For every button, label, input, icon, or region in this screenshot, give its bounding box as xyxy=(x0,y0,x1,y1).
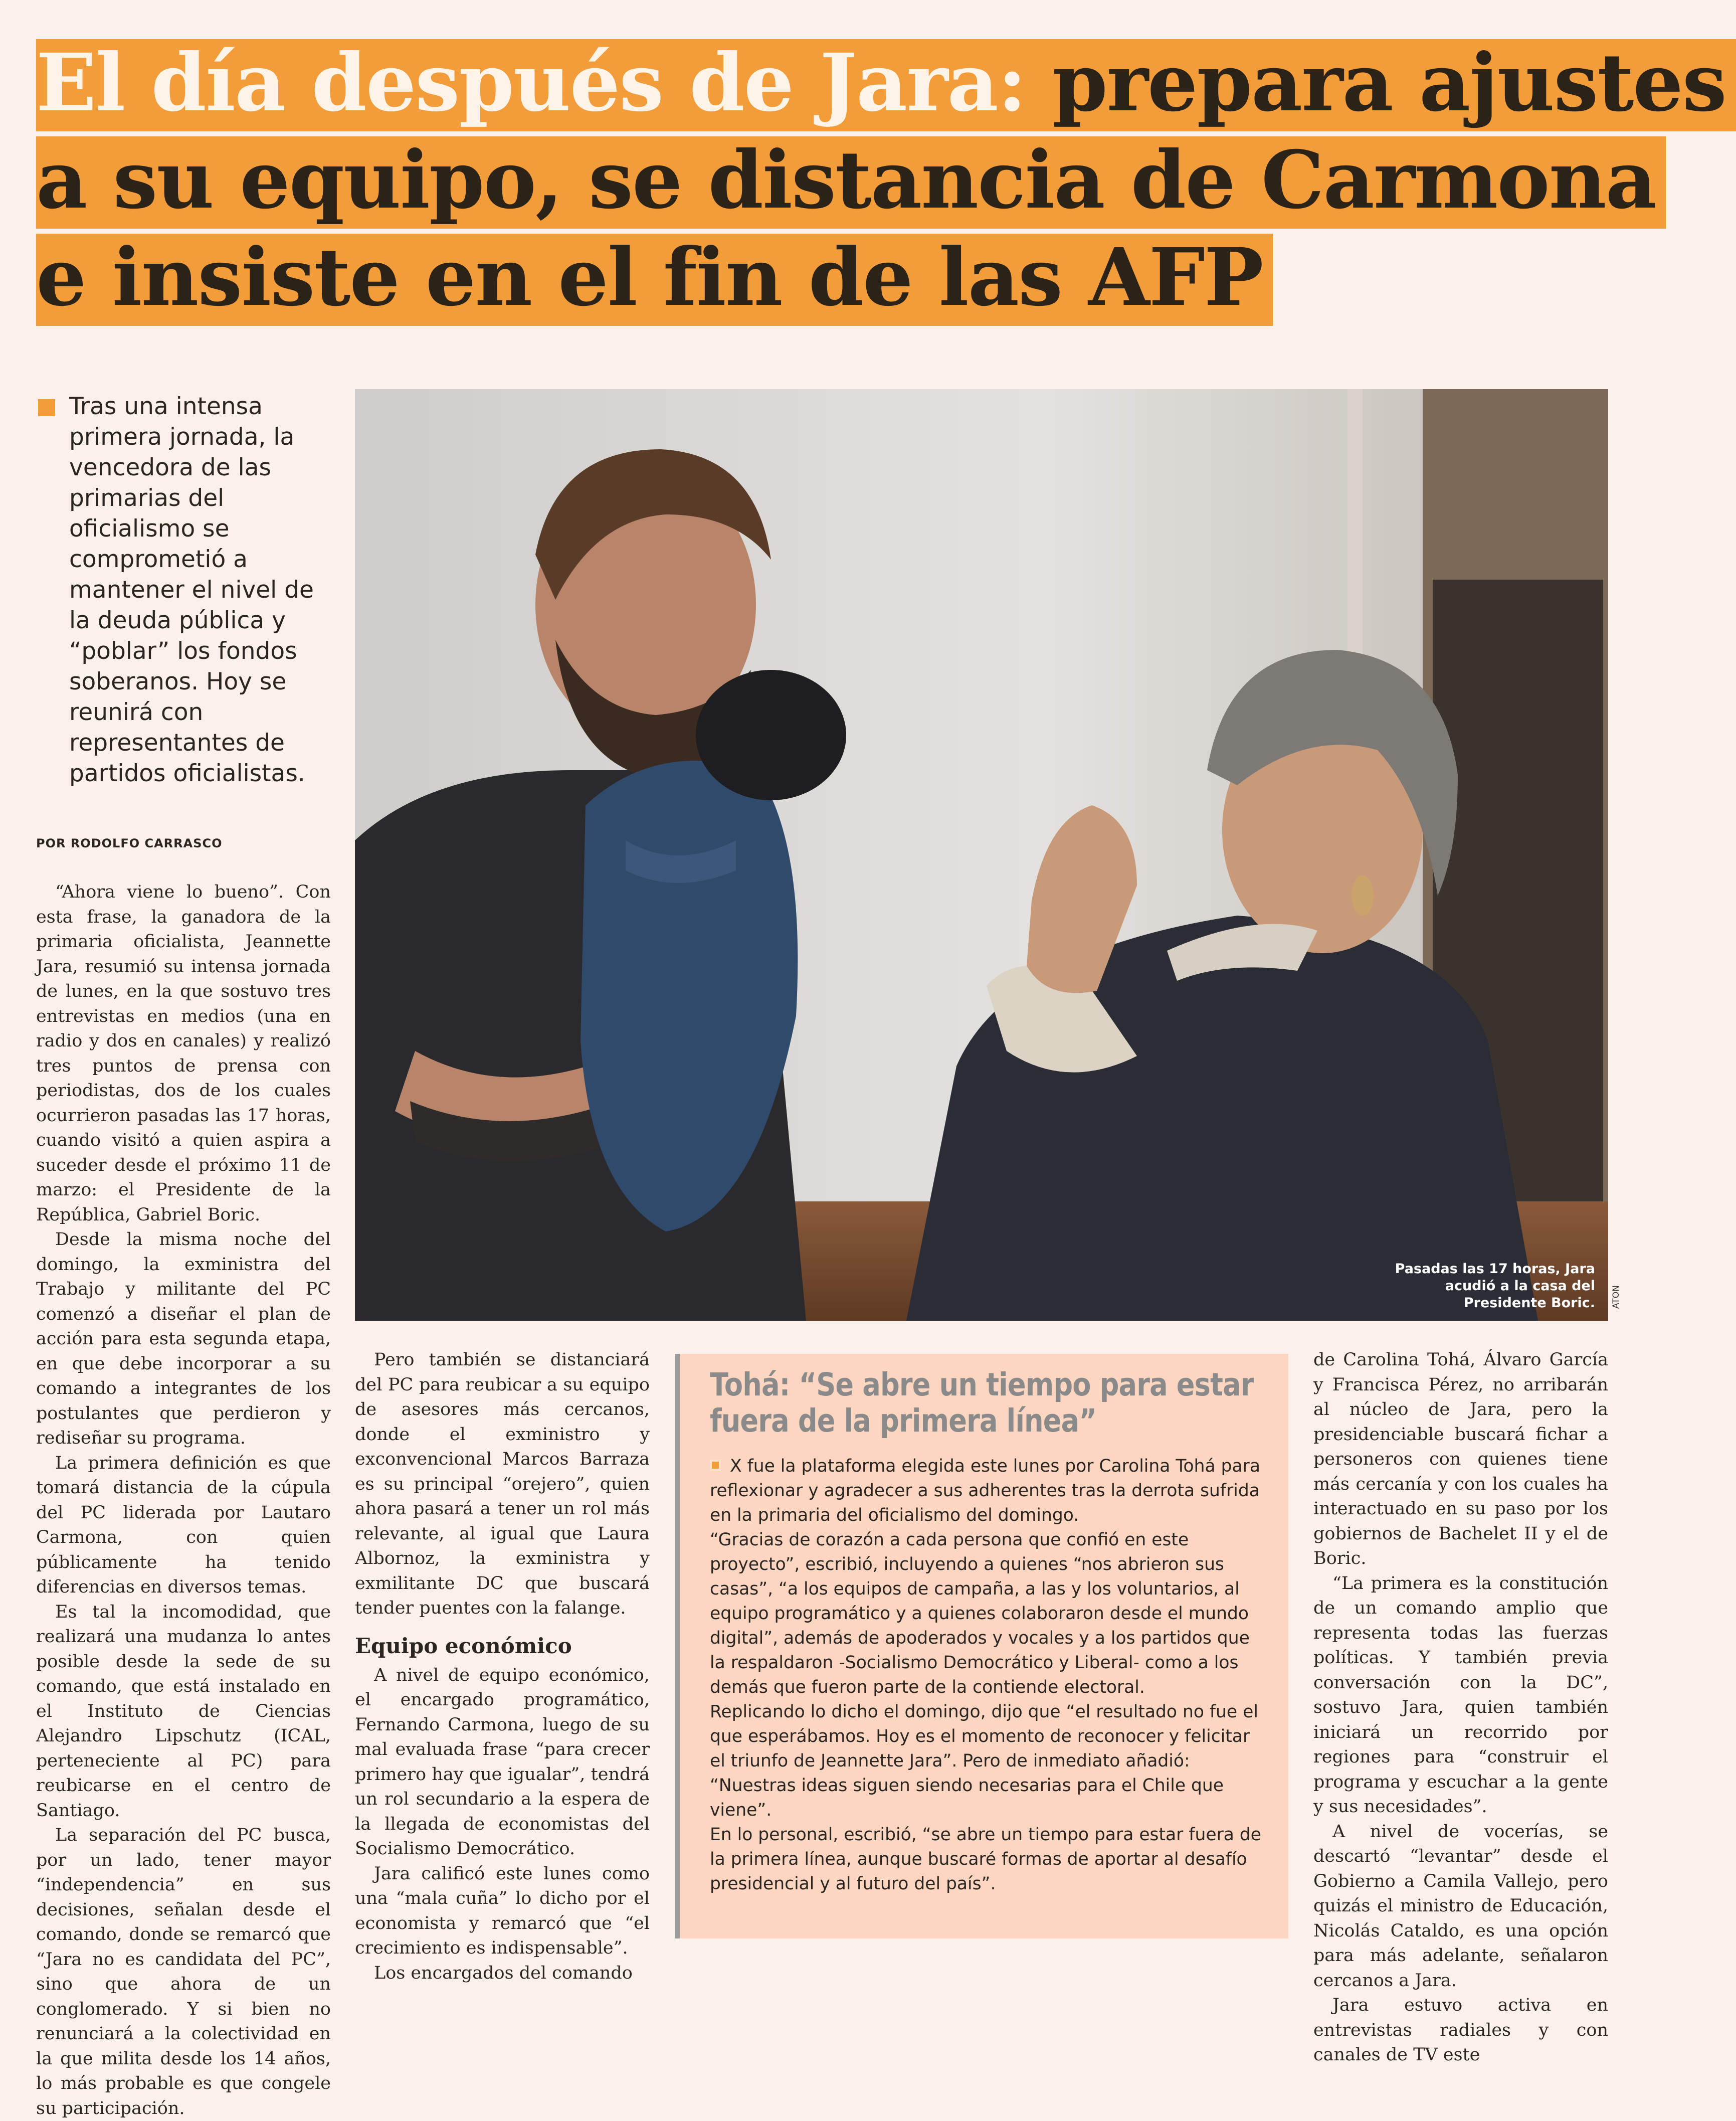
paragraph: Es tal la incomodidad, que realizará una mudanza lo antes posible desde la sede de su comando, que está instalado en el Instituto de Ciencias Alejandro Lipschutz (ICAL, perteneciente al PC) para reubicarse en el centro de Santiago. xyxy=(36,1602,331,1821)
paragraph: A nivel de equipo económico, el encargado programático, Fernando Carmona, luego de su mal evaluada frase “para crecer primero hay que igualar”, tendrá un rol secundario a la espera de la llegada de economistas del Socialismo Democrático. xyxy=(355,1665,650,1859)
paragraph: “La primera es la constitución de un comando amplio que representa todas las fuerzas políticas. Y también previa conversación con la DC”, sostuvo Jara, quien también iniciará un recorrido por regiones para “construir el programa y escuchar a la gente y sus necesidades”. xyxy=(1313,1573,1608,1817)
deck xyxy=(36,391,327,789)
paragraph: Pero también se distanciará del PC para reubicar a su equipo de asesores más cercanos, donde el exministro y exconvencional Marcos Barraza es su principal “orejero”, quien ahora pasará a tener un rol más relevante, al igual que Laura Albornoz, la exministra y exmilitante DC que buscará tender puentes con la falange. xyxy=(355,1350,650,1618)
article-column-2 xyxy=(355,1348,650,1986)
paragraph: “Ahora viene lo bueno”. Con esta frase, la ganadora de la primaria oficialista, Jeannette Jara, resumió su intensa jornada de lunes, en la que sostuvo tres entrevistas en medios (una en radio y dos en canales) y realizó tres puntos de prensa con periodistas, dos de los cuales ocurrieron pasadas las 17 horas, cuando visitó a quien aspira a suceder desde el próximo 11 de marzo: el Presidente de la República, Gabriel Boric. xyxy=(36,882,331,1225)
photo-caption: Pasadas las 17 horas, Jara acudió a la casa del Presidente Boric. xyxy=(1395,1261,1595,1311)
byline: POR RODOLFO CARRASCO xyxy=(36,836,223,850)
paragraph: Jara estuvo activa en entrevistas radiales y con canales de TV este xyxy=(1313,1995,1608,2065)
sidebar-body xyxy=(710,1454,1261,1896)
paragraph: A nivel de vocerías, se descartó “levantar” desde el Gobierno a Camila Vallejo, pero quizás el ministro de Educación, Nicolás Cataldo, es una opción para más adelante, señalaron cercanos a Jara. xyxy=(1313,1821,1608,1991)
headline-line-2: a su equipo, se distancia de Carmona xyxy=(36,136,1666,229)
sidebar-paragraph: Replicando lo dicho el domingo, dijo que “el resultado no fue el que esperábamos. Hoy es el momento de reconocer y felicitar el triunfo de Jeannette Jara”. Pero de inmediato añadió: “Nuestras ideas siguen siendo necesarias para el Chile que viene”. xyxy=(710,1702,1258,1820)
paragraph: Jara calificó este lunes como una “mala cuña” lo dicho por el economista y remarcó que “el crecimiento es indispensable”. xyxy=(355,1863,650,1958)
headline-line-1-rest: prepara ajustes xyxy=(1052,37,1726,129)
headline xyxy=(36,37,1726,331)
paragraph: de Carolina Tohá, Álvaro García y Francisca Pérez, no arribarán al núcleo de Jara, pero la presidenciable buscará fichar a personeros con quienes tiene más cercanía y con los cuales ha interactuado en su paso por los gobiernos de Bachelet II y el de Boric. xyxy=(1313,1350,1608,1568)
sidebar-paragraph xyxy=(710,1454,1261,1528)
paragraph: La primera definición es que tomará distancia de la cúpula del PC liderada por Lautaro Carmona, con quien públicamente ha tenido diferencias en diversos temas. xyxy=(36,1453,331,1597)
sidebar-box xyxy=(675,1354,1288,1938)
photo-illustration xyxy=(355,389,1608,1321)
article-column-1 xyxy=(36,880,331,2121)
photo-credit: ATON xyxy=(1611,1285,1621,1309)
article-column-4 xyxy=(1313,1348,1608,2068)
subheading-equipo-economico: Equipo económico xyxy=(355,1633,572,1658)
paragraph: Desde la misma noche del domingo, la exministra del Trabajo y militante del PC comenzó a diseñar el plan de acción para esta segunda etapa, en que debe incorporar a su comando a integrantes de los postulantes que perdieron y rediseñar su programa. xyxy=(36,1229,331,1448)
sidebar-title: Tohá: “Se abre un tiempo para estar fuera de la primera línea” xyxy=(710,1366,1254,1439)
headline-lead: El día después de Jara: xyxy=(36,37,1026,129)
deck-bullet-icon xyxy=(38,399,55,416)
sidebar-paragraph: “Gracias de corazón a cada persona que confió en este proyecto”, escribió, incluyendo a quienes “nos abrieron sus casas”, “a los equipos de campaña, a las y los voluntarios, al equipo programático y a quienes colaboraron desde el mundo digital”, además de apoderados y vocales y a los partidos que la respaldaron -Socialismo Democrático y Liberal- como a los demás que fueron parte de la contiende electoral. xyxy=(710,1530,1250,1697)
main-photo xyxy=(355,389,1608,1321)
sidebar-bullet-icon xyxy=(710,1460,721,1471)
sidebar-paragraph: En lo personal, escribió, “se abre un tiempo para estar fuera de la primera línea, aunque buscaré formas de aportar al desafío presidencial y al futuro del país”. xyxy=(710,1825,1261,1894)
sidebar-paragraph-text: X fue la plataforma elegida este lunes por Carolina Tohá para reflexionar y agradecer a sus adherentes tras la derrota sufrida en la primaria del oficialismo del domingo. xyxy=(710,1456,1260,1525)
paragraph: La separación del PC busca, por un lado, tener mayor “independencia” en sus decisiones, señalan desde el comando, donde se remarcó que “Jara no es candidata del PC”, sino que ahora de un conglomerado. Y si bien no renunciará a la colectividad en la que milita desde los 14 años, lo más probable es que congele su participación. xyxy=(36,1825,331,2118)
deck-text: Tras una intensa primera jornada, la vencedora de las primarias del oficialismo se comprometió a mantener el nivel de la deuda pública y “poblar” los fondos soberanos. Hoy se reunirá con representantes de partidos oficialistas. xyxy=(69,393,314,787)
headline-line-3: e insiste en el fin de las AFP xyxy=(36,234,1273,326)
headline-line-1 xyxy=(36,39,1736,131)
paragraph: Los encargados del comando xyxy=(374,1963,633,1983)
